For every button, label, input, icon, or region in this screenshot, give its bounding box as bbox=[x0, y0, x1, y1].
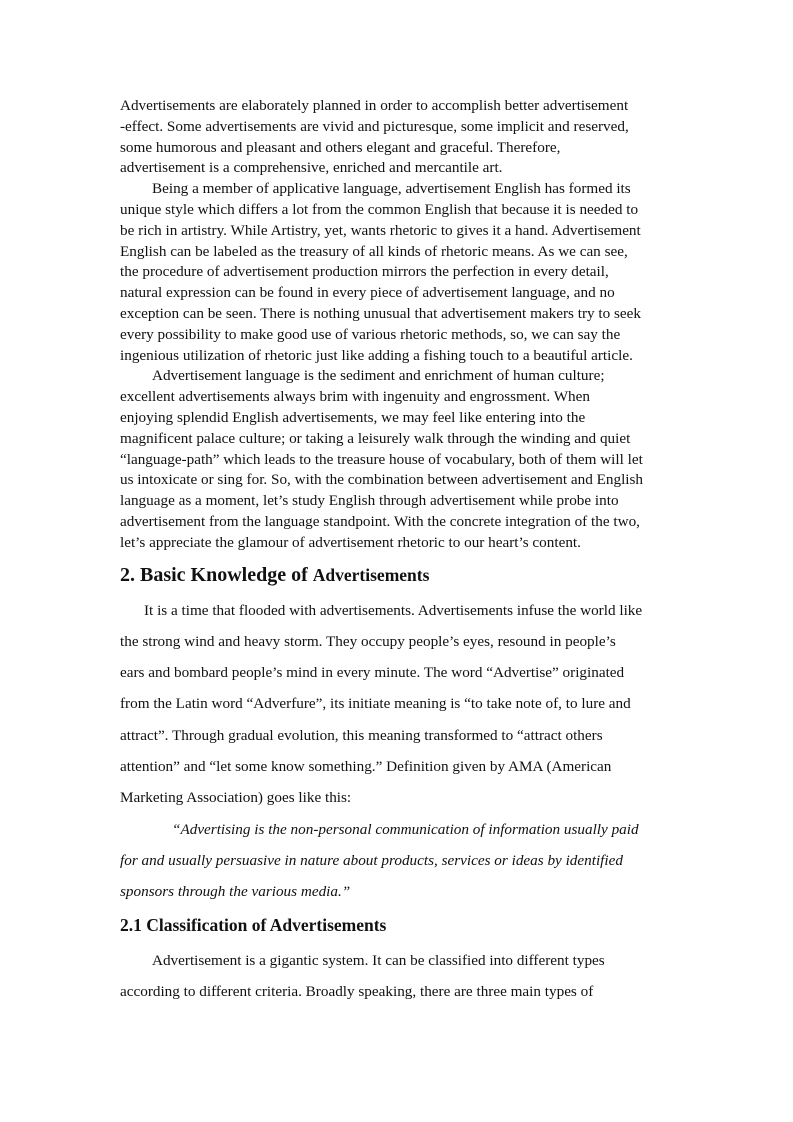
text-line: let’s appreciate the glamour of advertisement rhetoric to our heart’s content. bbox=[120, 533, 581, 551]
quote-line: “Advertising is the non-personal communication of information usually paid bbox=[172, 820, 639, 838]
section-heading-prefix: 2. Basic Knowledge of bbox=[120, 563, 313, 586]
text-line: “language-path” which leads to the treasure house of vocabulary, both of them will let bbox=[120, 450, 643, 468]
text-line: the strong wind and heavy storm. They occupy people’s eyes, resound in people’s bbox=[120, 632, 616, 650]
section-heading-suffix: Advertisements bbox=[312, 564, 430, 585]
subsection-heading-classification: 2.1 Classification of Advertisements bbox=[120, 914, 387, 935]
text-line: magnificent palace culture; or taking a leisurely walk through the winding and quiet bbox=[120, 429, 631, 447]
text-line: ears and bombard people’s mind in every minute. The word “Advertise” originated bbox=[120, 664, 625, 682]
text-line: enjoying splendid English advertisements, we may feel like entering into the bbox=[120, 408, 586, 426]
paragraph-flooded-with-ads bbox=[120, 595, 673, 814]
text-line: attract”. Through gradual evolution, this meaning transformed to “attract others bbox=[120, 726, 603, 744]
section-heading-basic-knowledge bbox=[120, 561, 673, 589]
text-line: English can be labeled as the treasury of all kinds of rhetoric means. As we can see, bbox=[120, 242, 628, 260]
text-line: attention” and “let some know something.” Definition given by AMA (American bbox=[120, 758, 612, 776]
paragraph-intro bbox=[120, 96, 673, 179]
paragraph-human-culture bbox=[120, 366, 673, 553]
text-line: advertisement is a comprehensive, enriched and mercantile art. bbox=[120, 159, 503, 177]
paragraph-applicative-language bbox=[120, 179, 673, 366]
text-line: ingenious utilization of rhetoric just like adding a fishing touch to a beautiful article. bbox=[120, 346, 633, 364]
text-line: according to different criteria. Broadly speaking, there are three main types of bbox=[120, 982, 594, 1000]
text-line: It is a time that flooded with advertisements. Advertisements infuse the world like bbox=[144, 601, 643, 619]
text-line: every possibility to make good use of various rhetoric methods, so, we can say the bbox=[120, 325, 621, 343]
text-line: language as a moment, let’s study English through advertisement while probe into bbox=[120, 492, 619, 510]
paragraph-gigantic-system bbox=[120, 945, 673, 1008]
text-line: us intoxicate or sing for. So, with the combination between advertisement and English bbox=[120, 471, 644, 489]
text-line: exception can be seen. There is nothing unusual that advertisement makers try to seek bbox=[120, 304, 641, 322]
text-line: -effect. Some advertisements are vivid and picturesque, some implicit and reserved, bbox=[120, 117, 629, 135]
text-line: Marketing Association) goes like this: bbox=[120, 789, 352, 807]
text-line: Advertisement is a gigantic system. It can be classified into different types bbox=[152, 951, 605, 969]
document-page bbox=[120, 96, 673, 1007]
text-line: the procedure of advertisement production mirrors the perfection in every detail, bbox=[120, 263, 609, 281]
text-line: excellent advertisements always brim with ingenuity and engrossment. When bbox=[120, 388, 590, 406]
text-line: advertisement from the language standpoint. With the concrete integration of the two, bbox=[120, 512, 640, 530]
quote-line: for and usually persuasive in nature about products, services or ideas by identified bbox=[120, 851, 623, 869]
text-line: Advertisements are elaborately planned in order to accomplish better advertisement bbox=[120, 97, 629, 114]
text-line: be rich in artistry. While Artistry, yet, wants rhetoric to gives it a hand. Advertisement bbox=[120, 221, 641, 239]
text-line: from the Latin word “Adverfure”, its initiate meaning is “to take note of, to lure and bbox=[120, 695, 631, 713]
block-quote-definition bbox=[120, 814, 673, 908]
text-line: some humorous and pleasant and others elegant and graceful. Therefore, bbox=[120, 138, 561, 156]
text-line: unique style which differs a lot from the common English that because it is needed to bbox=[120, 200, 639, 218]
quote-line: sponsors through the various media.” bbox=[120, 883, 351, 901]
text-line: natural expression can be found in every piece of advertisement language, and no bbox=[120, 284, 615, 302]
text-line: Advertisement language is the sediment and enrichment of human culture; bbox=[152, 367, 605, 385]
text-line: Being a member of applicative language, advertisement English has formed its bbox=[152, 180, 631, 198]
